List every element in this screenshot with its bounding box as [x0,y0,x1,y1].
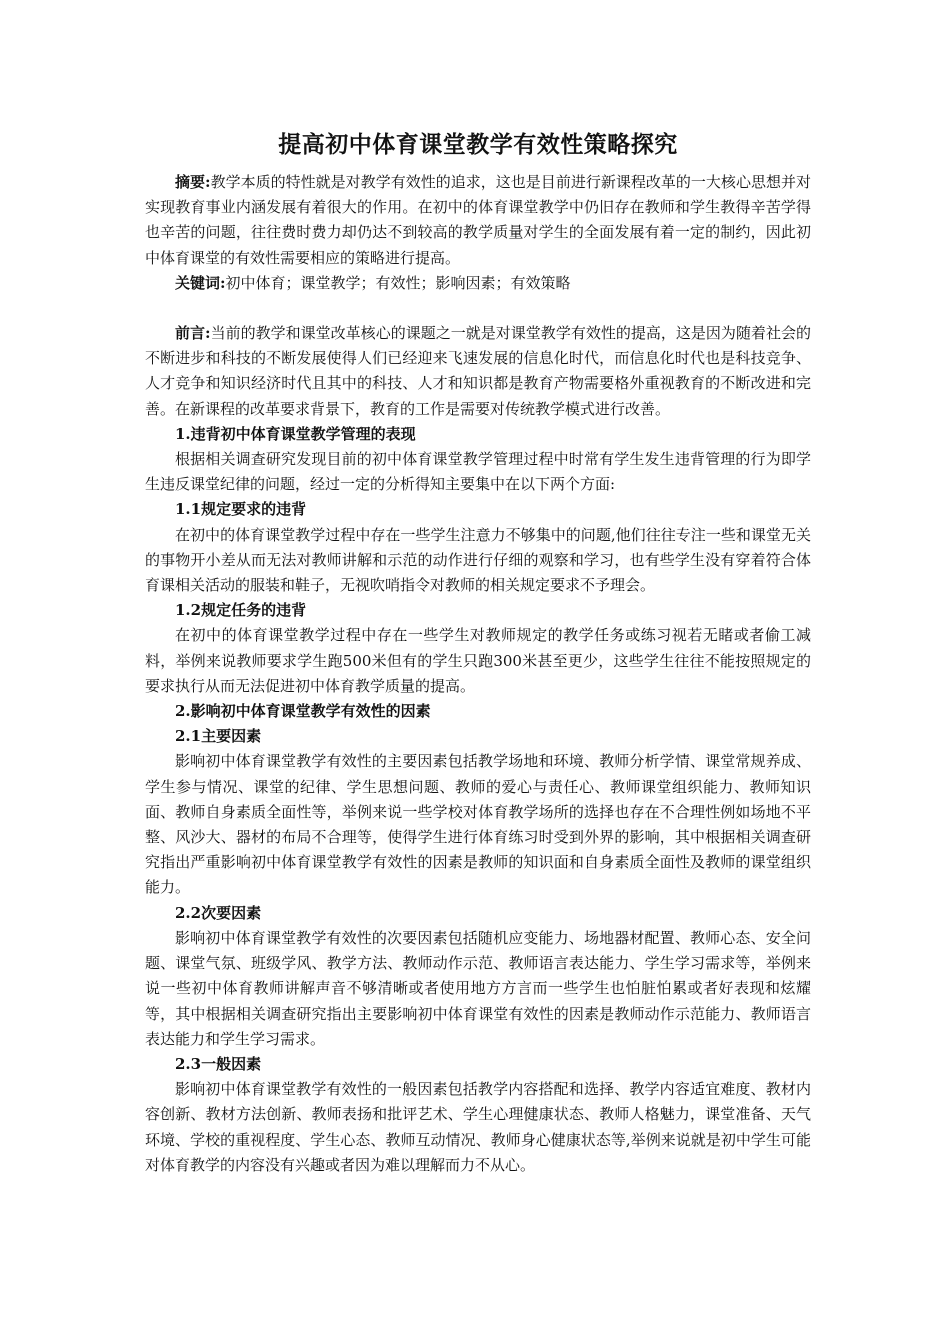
keywords-label: 关键词: [175,273,226,292]
section-heading: 1.2规定任务的违背 [175,601,307,620]
page-title: 提高初中体育课堂教学有效性策略探究 [278,132,678,158]
section-body: 影响初中体育课堂教学有效性的主要因素包括教学场地和环境、教师分析学情、课堂常规养成、学生参与情况、课堂的纪律、学生思想问题、教师的爱心与责任心、教师课堂组织能力、教师知识面、教师自身素质全面性等，举例来说一些学校对体育教学场所的选择也存在不合理性例如场地不平整、风沙大、器材的布局不合理等，使得学生进行体育练习时受到外界的影响，其中根据相关调查研究指出严重影响初中体育课堂教学有效性的因素是教师的知识面和自身素质全面性及教师的课堂组织能力。 [145,752,811,897]
keywords-text: 初中体育；课堂教学；有效性；影响因素；有效策略 [225,273,571,292]
section-body: 影响初中体育课堂教学有效性的次要因素包括随机应变能力、场地器材配置、教师心态、安全问题、课堂气氛、班级学风、教学方法、教师动作示范、教师语言表达能力、学生学习需求等，举例来说一些初中体育教师讲解声音不够清晰或者使用地方方言而一些学生也怕脏怕累或者好表现和炫耀等，其中根据相关调查研究指出主要影响初中体育课堂有效性的因素是教师动作示范能力、教师语言表达能力和学生学习需求。 [145,928,811,1048]
section-body: 根据相关调查研究发现目前的初中体育课堂教学管理过程中时常有学生发生违背管理的行为即学生违反课堂纪律的问题，经过一定的分析得知主要集中在以下两个方面: [145,450,811,494]
section-heading: 2.2次要因素 [175,903,262,922]
preface-text: 当前的教学和课堂改革核心的课题之一就是对课堂教学有效性的提高，这是因为随着社会的不断进步和科技的不断发展使得人们已经迎来飞速发展的信息化时代，而信息化时代也是科技竞争、人才竞争和知识经济时代且其中的科技、人才和知识都是教育产物需要格外重视教育的不断改进和完善。在新课程的改革要求背景下，教育的工作是需要对传统教学模式进行改善。 [145,324,811,418]
blank-line [145,296,811,321]
section-heading: 2.1主要因素 [175,727,262,746]
abstract-text: 教学本质的特性就是对教学有效性的追求，这也是目前进行新课程改革的一大核心思想并对实现教育事业内涵发展有着很大的作用。在初中的体育课堂教学中仍旧存在教师和学生教得辛苦学得也辛苦的问题，往往费时费力却仍达不到较高的教学质量对学生的全面发展有着一定的制约，因此初中体育课堂的有效性需要相应的策略进行提高。 [145,173,811,267]
preface-label: 前言: [175,324,211,343]
section-body: 影响初中体育课堂教学有效性的一般因素包括教学内容搭配和选择、教学内容适宜难度、教材内容创新、教材方法创新、教师表扬和批评艺术、学生心理健康状态、教师人格魅力，课堂准备、天气环境、学校的重视程度、学生心态、教师互动情况、教师身心健康状态等,举例来说就是初中学生可能对体育教学的内容没有兴趣或者因为难以理解而力不从心。 [145,1080,811,1174]
section-heading: 2.影响初中体育课堂教学有效性的因素 [175,702,431,721]
section-heading: 1.1规定要求的违背 [175,500,307,519]
abstract-paragraph [145,170,811,271]
section-heading: 2.3一般因素 [175,1054,262,1073]
section-body: 在初中的体育课堂教学过程中存在一些学生对教师规定的教学任务或练习视若无睹或者偷工减料，举例来说教师要求学生跑500米但有的学生只跑300米甚至更少，这些学生往往不能按照规定的要求执行从而无法促进初中体育教学质量的提高。 [145,626,811,695]
preface-paragraph [145,321,811,422]
keywords-paragraph [145,271,811,296]
document-page [145,128,811,1178]
section-heading: 1.违背初中体育课堂教学管理的表现 [175,424,416,443]
abstract-label: 摘要: [175,173,211,191]
section-body: 在初中的体育课堂教学过程中存在一些学生注意力不够集中的问题,他们往往专注一些和课堂无关的事物开小差从而无法对教师讲解和示范的动作进行仔细的观察和学习，也有些学生没有穿着符合体育课相关活动的服装和鞋子，无视吹哨指令对教师的相关规定要求不予理会。 [145,525,811,595]
